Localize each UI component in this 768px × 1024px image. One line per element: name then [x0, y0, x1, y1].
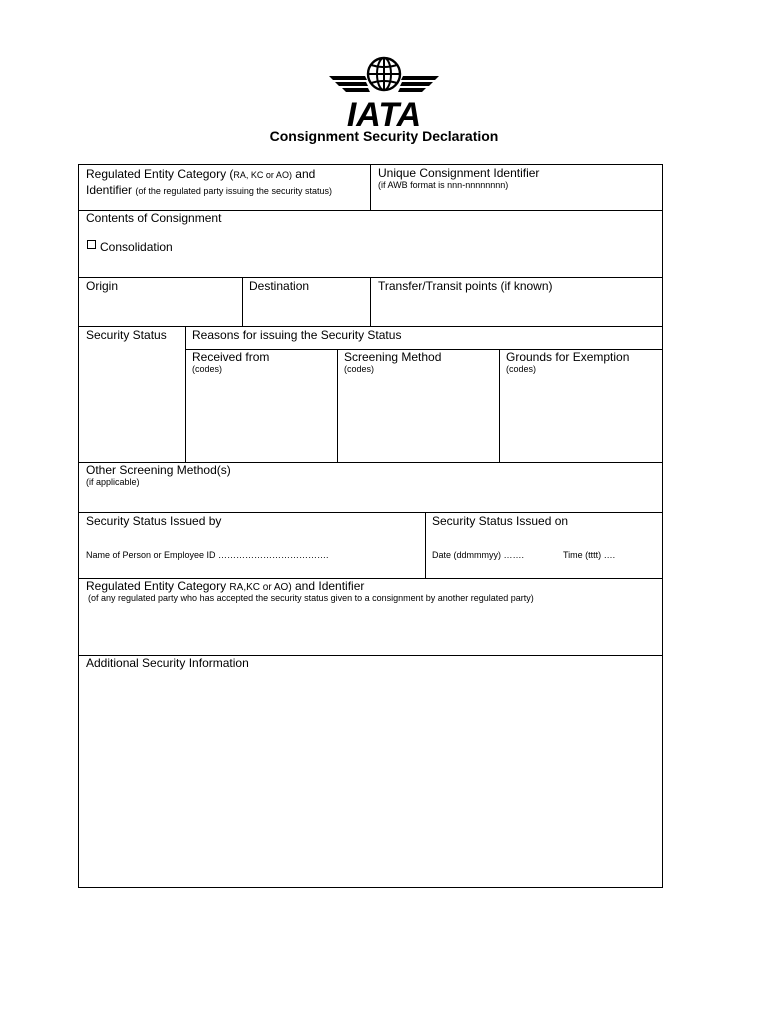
grounds-exemption-cell[interactable] [500, 350, 662, 463]
row-security-status [79, 327, 662, 463]
other-screening-label: Other Screening Method(s) [86, 463, 231, 477]
regulated-entity-label: Regulated Entity Category (RA, KC or AO) and [86, 167, 316, 181]
issued-by-name-line: Name of Person or Employee ID ………………………………. [86, 550, 329, 560]
regulated-entity-cell[interactable] [79, 165, 371, 210]
transfer-label: Transfer/Transit points (if known) [378, 279, 553, 293]
accepting-entity-note: (of any regulated party who has accepted the security status given to a consignment by another regulated party) [88, 593, 534, 603]
issued-by-cell[interactable] [79, 513, 426, 578]
accepting-entity-cell[interactable] [79, 579, 662, 655]
reasons-subgrid [186, 349, 662, 463]
logo-wordmark: IATA [346, 96, 422, 128]
additional-info-label: Additional Security Information [86, 656, 249, 670]
received-from-cell[interactable] [186, 350, 338, 463]
consolidation-label: Consolidation [100, 240, 173, 254]
row-accepting-entity [79, 579, 662, 656]
grounds-exemption-label: Grounds for Exemption [506, 350, 630, 364]
additional-info-cell[interactable] [79, 656, 662, 887]
row-entity-and-id [79, 165, 662, 211]
row-origin-destination [79, 278, 662, 327]
other-screening-note: (if applicable) [86, 477, 140, 487]
destination-label: Destination [249, 279, 310, 293]
unique-id-label: Unique Consignment Identifier [378, 166, 540, 180]
reasons-label: Reasons for issuing the Security Status [192, 328, 402, 342]
row-issued [79, 513, 662, 579]
declaration-form [78, 164, 663, 888]
other-screening-cell[interactable] [79, 463, 662, 512]
screening-method-cell[interactable] [338, 350, 500, 463]
reasons-cell [186, 327, 662, 462]
row-additional-info [79, 656, 662, 887]
globe-icon [368, 58, 400, 90]
issued-by-label: Security Status Issued by [86, 514, 222, 528]
issued-on-time-line: Time (tttt) …. [563, 550, 616, 560]
contents-label: Contents of Consignment [86, 211, 222, 225]
origin-label: Origin [86, 279, 119, 293]
received-from-label: Received from [192, 350, 270, 364]
destination-cell[interactable] [243, 278, 371, 326]
origin-cell[interactable] [79, 278, 243, 326]
issued-on-date-line: Date (ddmmmyy) ……. [432, 550, 525, 560]
grounds-exemption-codes: (codes) [506, 364, 537, 374]
received-from-codes: (codes) [192, 364, 223, 374]
transfer-cell[interactable] [371, 278, 662, 326]
screening-method-codes: (codes) [344, 364, 375, 374]
screening-method-label: Screening Method [344, 350, 442, 364]
security-status-cell[interactable] [79, 327, 186, 462]
contents-cell[interactable] [79, 211, 662, 277]
issued-on-cell[interactable] [426, 513, 662, 578]
unique-id-note: (if AWB format is nnn-nnnnnnnn) [378, 180, 509, 190]
unique-consignment-id-cell[interactable] [371, 165, 662, 210]
security-status-label: Security Status [86, 328, 167, 342]
row-contents [79, 211, 662, 278]
issued-on-label: Security Status Issued on [432, 514, 569, 528]
consolidation-checkbox[interactable] [87, 240, 96, 249]
iata-logo [327, 54, 441, 128]
regulated-entity-label-line2: Identifier (of the regulated party issuing the security status) [86, 183, 332, 197]
document-title: Consignment Security Declaration [269, 128, 499, 144]
accepting-entity-label: Regulated Entity Category RA,KC or AO) and Identifier [86, 579, 365, 593]
row-other-screening [79, 463, 662, 513]
